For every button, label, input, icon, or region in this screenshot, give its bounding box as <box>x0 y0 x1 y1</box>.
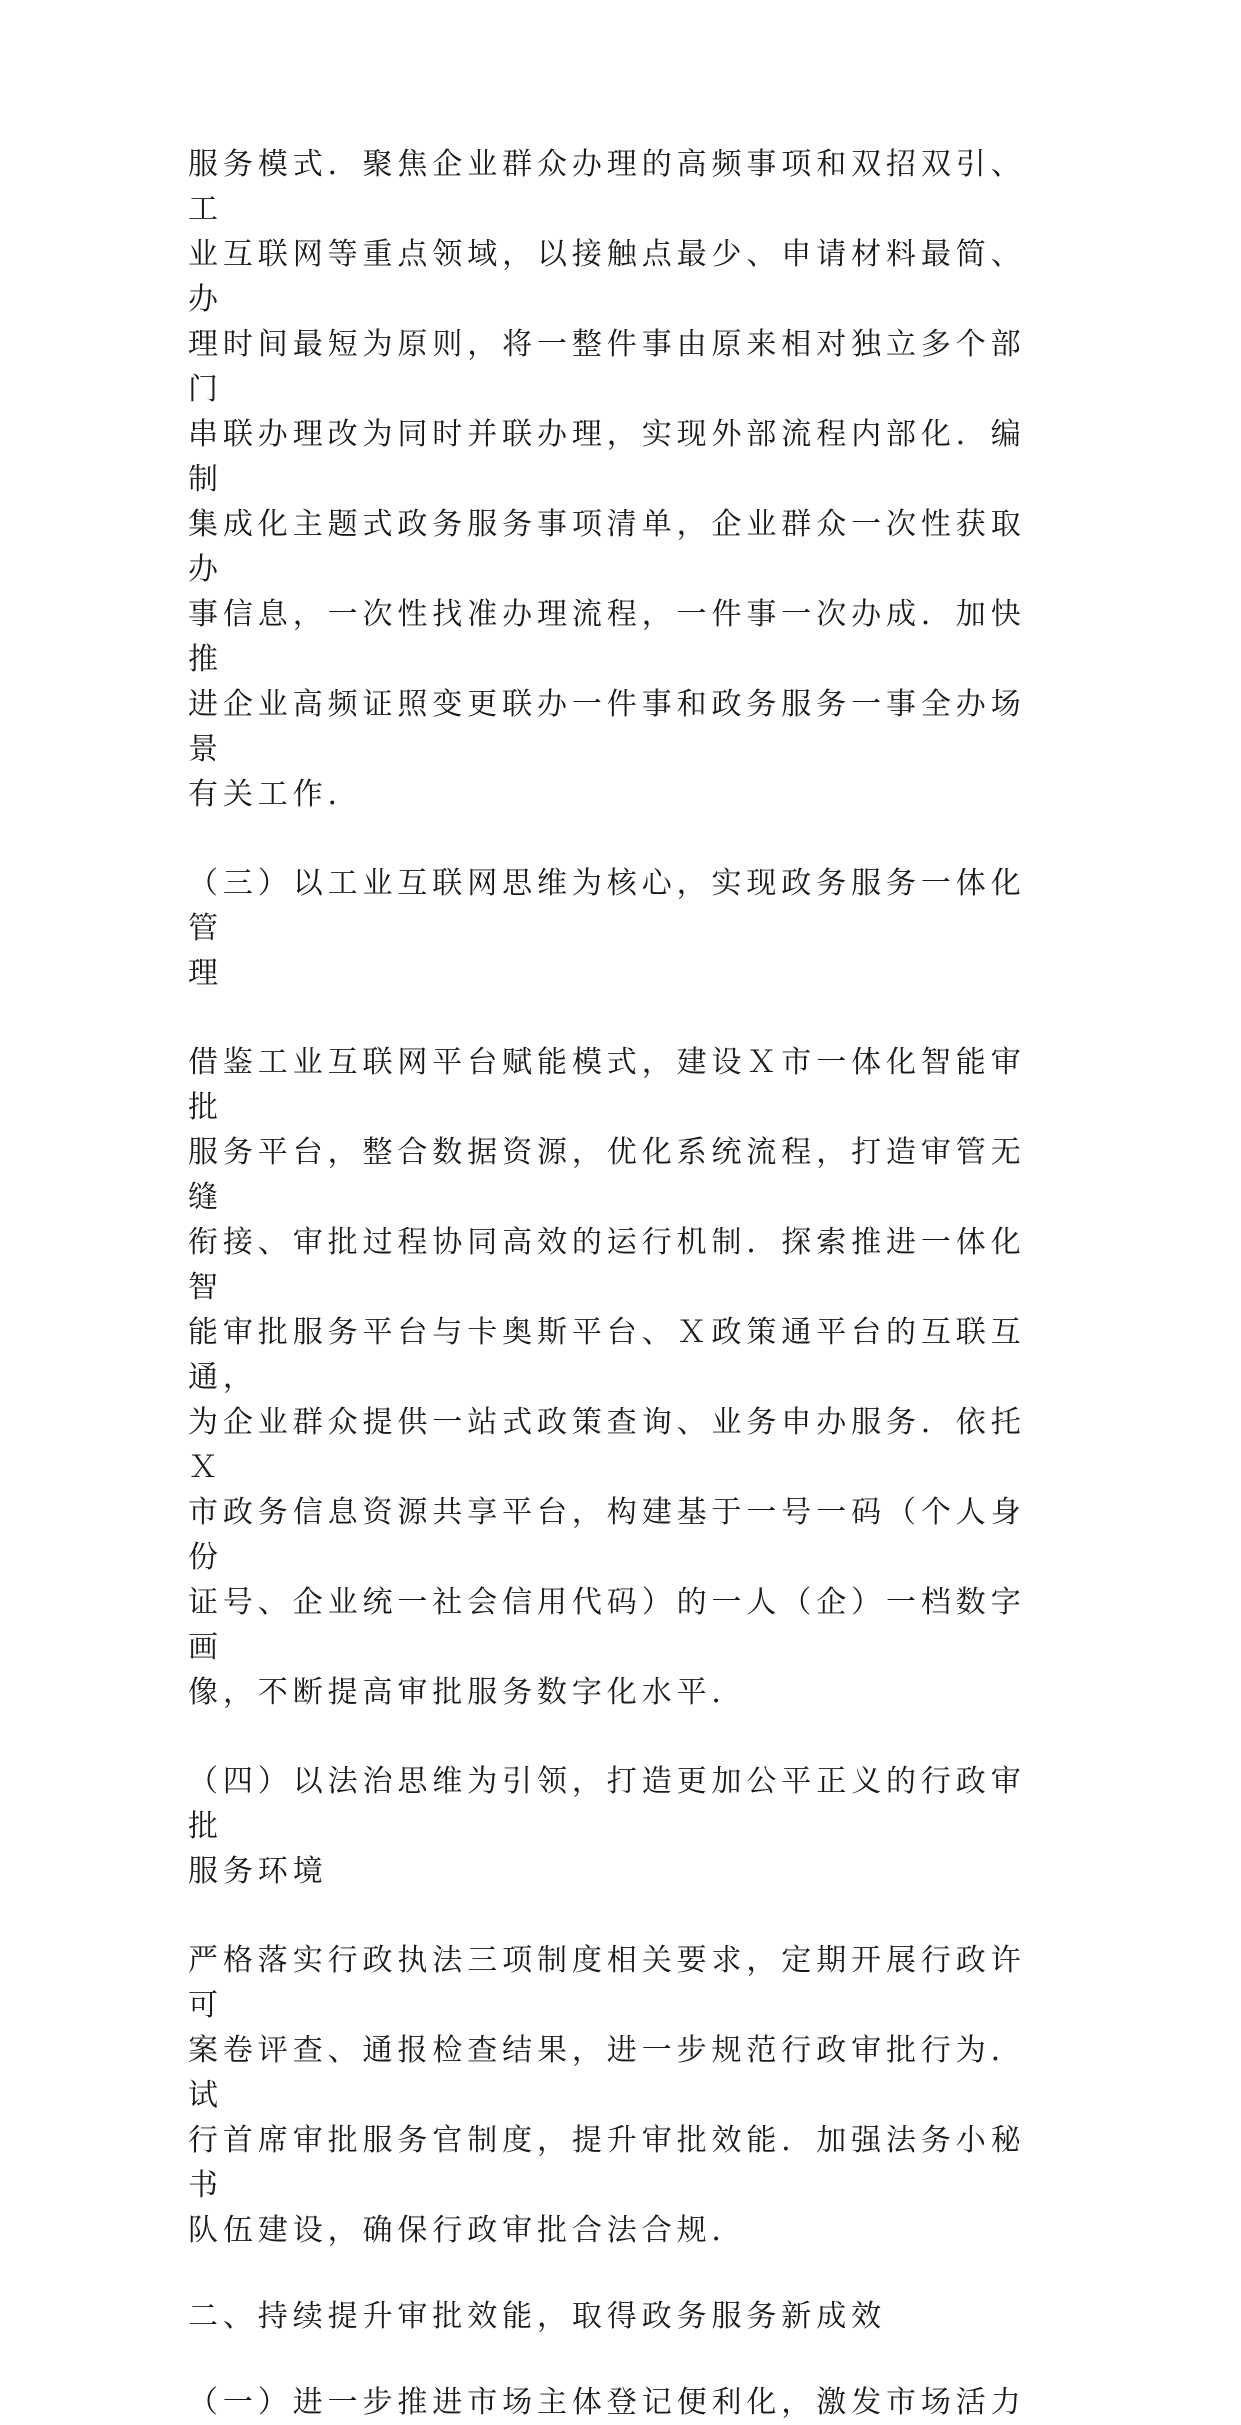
paragraph-platform: 借鉴工业互联网平台赋能模式，建设Ｘ市一体化智能审批 服务平台，整合数据资源，优化系统流程，打造审管无缝 衔接、审批过程协同高效的运行机制．探索推进一体化智 能审批服务平台与卡奥斯平台、Ｘ政策通平台的互联互通， 为企业群众提供一站式政策查询、业务申办服务．依托Ｘ 市政务信息资源共享平台，构建基于一号一码（个人身份 证号、企业统一社会信用代码）的一人（企）一档数字画 像，不断提高审批服务数字化水平． <box>188 1045 1026 1710</box>
document-page <box>188 142 1028 2425</box>
spacer <box>188 996 1028 1040</box>
spacer <box>188 1894 1028 1938</box>
paragraph-service-mode: 服务模式．聚焦企业群众办理的高频事项和双招双引、工 业互联网等重点领域，以接触点最少、申请材料最简、办 理时间最短为原则，将一整件事由原来相对独立多个部门 串联办理改为同时并联办理，实现外部流程内部化．编制 集成化主题式政务服务事项清单，企业群众一次性获取办 事信息，一次性找准办理流程，一件事一次办成．加快推 进企业高频证照变更联办一件事和政务服务一事全办场景 有关工作． <box>188 147 1026 812</box>
spacer <box>188 2253 1028 2294</box>
paragraph-rule-of-law: 严格落实行政执法三项制度相关要求，定期开展行政许可 案卷评查、通报检查结果，进一步规范行政审批行为．试 行首席审批服务官制度，提升审批效能．加强法务小秘书 队伍建设，确保行政审批合法合规． <box>188 1943 1026 2248</box>
heading-part-2: 二、持续提升审批效能，取得政务服务新成效 <box>188 2299 886 2334</box>
heading-section-1: （一）进一步推进市场主体登记便利化，激发市场活力 <box>188 2385 1026 2420</box>
spacer <box>188 1715 1028 1759</box>
heading-section-4: （四）以法治思维为引领，打造更加公平正义的行政审批 服务环境 <box>188 1764 1026 1889</box>
spacer <box>188 817 1028 861</box>
heading-section-3: （三）以工业互联网思维为核心，实现政务服务一体化管 理 <box>188 866 1026 991</box>
spacer <box>188 2339 1028 2380</box>
